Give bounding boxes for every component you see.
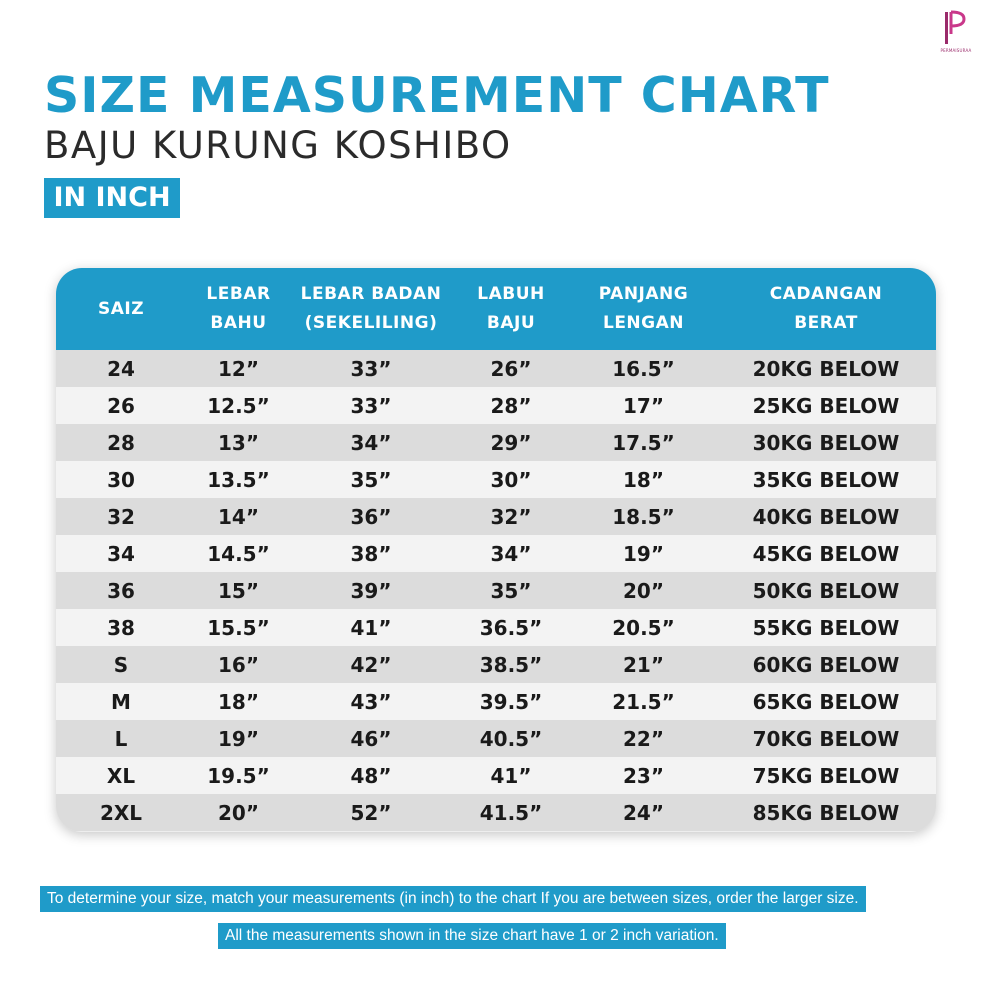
cell-labuh-baju: 40.5” — [451, 720, 571, 757]
cell-lebar-badan: 39” — [291, 572, 451, 609]
column-header-line-1: LEBAR BADAN — [300, 284, 442, 304]
cell-lebar-bahu: 20” — [186, 794, 291, 831]
cell-labuh-baju: 35” — [451, 572, 571, 609]
table-row — [56, 646, 936, 683]
cell-lebar-badan: 38” — [291, 535, 451, 572]
column-header-line-1: LEBAR — [206, 284, 271, 304]
cell-saiz: M — [56, 683, 186, 720]
cell-lebar-bahu: 19.5” — [186, 757, 291, 794]
cell-cadangan-berat: 60KG BELOW — [716, 646, 936, 683]
cell-cadangan-berat: 20KG BELOW — [716, 350, 936, 387]
cell-lebar-bahu: 14.5” — [186, 535, 291, 572]
column-header-line-2: LENGAN — [602, 313, 684, 333]
cell-cadangan-berat: 75KG BELOW — [716, 757, 936, 794]
cell-lebar-bahu: 15” — [186, 572, 291, 609]
table-row — [56, 461, 936, 498]
cell-lebar-bahu: 16” — [186, 646, 291, 683]
column-header-line-2: BERAT — [794, 313, 858, 333]
product-name: BAJU KURUNG KOSHIBO — [44, 124, 512, 167]
cell-panjang-lengan: 20.5” — [571, 609, 716, 646]
cell-panjang-lengan: 21.5” — [571, 683, 716, 720]
cell-labuh-baju: 38.5” — [451, 646, 571, 683]
brand-logo-text: PERMAISURAA — [940, 48, 972, 53]
cell-lebar-bahu: 12.5” — [186, 387, 291, 424]
cell-panjang-lengan: 18.5” — [571, 498, 716, 535]
column-header-labuh-baju — [451, 268, 571, 350]
column-header-panjang-lengan — [571, 268, 716, 350]
cell-cadangan-berat: 70KG BELOW — [716, 720, 936, 757]
cell-panjang-lengan: 17” — [571, 387, 716, 424]
cell-cadangan-berat: 65KG BELOW — [716, 683, 936, 720]
cell-lebar-bahu: 12” — [186, 350, 291, 387]
cell-panjang-lengan: 21” — [571, 646, 716, 683]
cell-lebar-badan: 33” — [291, 350, 451, 387]
table-row — [56, 424, 936, 461]
cell-saiz: 36 — [56, 572, 186, 609]
cell-cadangan-berat: 35KG BELOW — [716, 461, 936, 498]
cell-labuh-baju: 26” — [451, 350, 571, 387]
cell-saiz: 28 — [56, 424, 186, 461]
cell-cadangan-berat: 30KG BELOW — [716, 424, 936, 461]
cell-saiz: 2XL — [56, 794, 186, 831]
column-header-line-2: (SEKELILING) — [304, 313, 438, 333]
brand-logo-icon — [942, 8, 968, 48]
column-header-lebar-badan — [291, 268, 451, 350]
brand-logo — [928, 8, 984, 56]
cell-lebar-badan: 42” — [291, 646, 451, 683]
cell-panjang-lengan: 20” — [571, 572, 716, 609]
cell-lebar-bahu: 13” — [186, 424, 291, 461]
cell-saiz: XL — [56, 757, 186, 794]
cell-lebar-badan: 43” — [291, 683, 451, 720]
column-header-cadangan-berat — [716, 268, 936, 350]
column-header-line-1: LABUH — [477, 284, 545, 304]
cell-lebar-bahu: 18” — [186, 683, 291, 720]
cell-cadangan-berat: 85KG BELOW — [716, 794, 936, 831]
column-header-line-1: PANJANG — [598, 284, 689, 304]
cell-cadangan-berat: 25KG BELOW — [716, 387, 936, 424]
variation-note: All the measurements shown in the size chart have 1 or 2 inch variation. — [218, 923, 726, 949]
cell-panjang-lengan: 16.5” — [571, 350, 716, 387]
cell-lebar-badan: 46” — [291, 720, 451, 757]
table-row — [56, 720, 936, 757]
cell-lebar-badan: 48” — [291, 757, 451, 794]
cell-cadangan-berat: 45KG BELOW — [716, 535, 936, 572]
unit-badge: IN INCH — [44, 178, 180, 218]
cell-saiz: 30 — [56, 461, 186, 498]
page-title: SIZE MEASUREMENT CHART — [44, 67, 830, 124]
cell-labuh-baju: 41” — [451, 757, 571, 794]
cell-labuh-baju: 34” — [451, 535, 571, 572]
cell-panjang-lengan: 18” — [571, 461, 716, 498]
cell-saiz: 32 — [56, 498, 186, 535]
cell-lebar-bahu: 13.5” — [186, 461, 291, 498]
table-row — [56, 535, 936, 572]
table-row — [56, 609, 936, 646]
cell-cadangan-berat: 40KG BELOW — [716, 498, 936, 535]
column-header-line-2: BAJU — [486, 313, 536, 333]
cell-saiz: 38 — [56, 609, 186, 646]
size-advice-note: To determine your size, match your measurements (in inch) to the chart If you are between sizes, order the larger size. — [40, 886, 866, 912]
cell-lebar-badan: 36” — [291, 498, 451, 535]
table-row — [56, 387, 936, 424]
cell-panjang-lengan: 22” — [571, 720, 716, 757]
cell-lebar-bahu: 14” — [186, 498, 291, 535]
cell-labuh-baju: 41.5” — [451, 794, 571, 831]
cell-lebar-bahu: 15.5” — [186, 609, 291, 646]
cell-saiz: 26 — [56, 387, 186, 424]
cell-saiz: L — [56, 720, 186, 757]
cell-labuh-baju: 32” — [451, 498, 571, 535]
cell-saiz: 34 — [56, 535, 186, 572]
table-row — [56, 794, 936, 831]
column-header-saiz — [56, 268, 186, 350]
cell-panjang-lengan: 17.5” — [571, 424, 716, 461]
column-header-lebar-bahu — [186, 268, 291, 350]
cell-lebar-badan: 34” — [291, 424, 451, 461]
cell-lebar-badan: 41” — [291, 609, 451, 646]
cell-panjang-lengan: 23” — [571, 757, 716, 794]
table-row — [56, 757, 936, 794]
cell-cadangan-berat: 50KG BELOW — [716, 572, 936, 609]
cell-panjang-lengan: 24” — [571, 794, 716, 831]
cell-saiz: 24 — [56, 350, 186, 387]
table-row — [56, 498, 936, 535]
cell-labuh-baju: 30” — [451, 461, 571, 498]
cell-cadangan-berat: 55KG BELOW — [716, 609, 936, 646]
column-header-line-1: CADANGAN — [769, 284, 883, 304]
cell-labuh-baju: 36.5” — [451, 609, 571, 646]
cell-labuh-baju: 28” — [451, 387, 571, 424]
cell-saiz: S — [56, 646, 186, 683]
table-header-row — [56, 268, 936, 350]
cell-lebar-bahu: 19” — [186, 720, 291, 757]
table-body — [56, 350, 936, 831]
cell-lebar-badan: 33” — [291, 387, 451, 424]
table-row — [56, 572, 936, 609]
cell-lebar-badan: 52” — [291, 794, 451, 831]
size-table — [56, 268, 936, 831]
cell-lebar-badan: 35” — [291, 461, 451, 498]
column-header-line-1: SAIZ — [97, 298, 145, 319]
size-table-card — [56, 268, 936, 832]
cell-panjang-lengan: 19” — [571, 535, 716, 572]
cell-labuh-baju: 29” — [451, 424, 571, 461]
table-row — [56, 350, 936, 387]
table-row — [56, 683, 936, 720]
cell-labuh-baju: 39.5” — [451, 683, 571, 720]
column-header-line-2: BAHU — [210, 313, 267, 333]
